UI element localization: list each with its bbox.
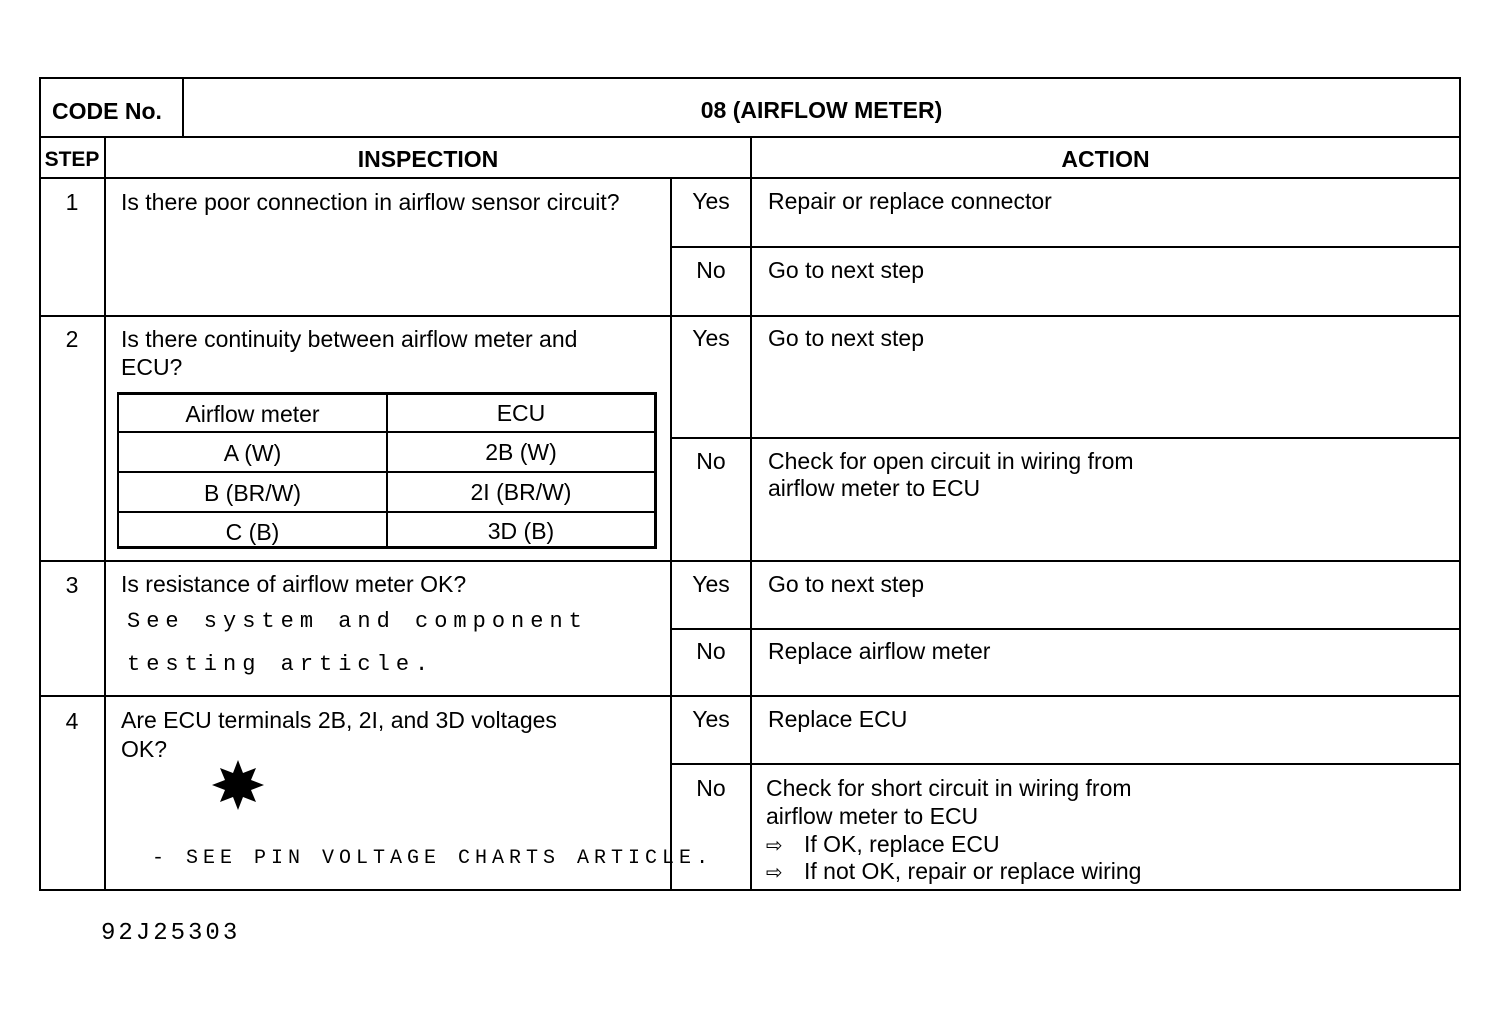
arrow-right-icon: ⇨ bbox=[766, 860, 783, 884]
yes-action: Go to next step bbox=[768, 325, 924, 351]
inspection-question: OK? bbox=[121, 736, 168, 762]
step3-bottom bbox=[40, 695, 1461, 697]
inspection-question: Is there poor connection in airflow sensor circuit? bbox=[121, 189, 620, 215]
continuity-cell: B (BR/W) bbox=[203, 480, 302, 506]
yes-label: Yes bbox=[692, 325, 730, 351]
no-action: If not OK, repair or replace wiring bbox=[804, 858, 1142, 884]
inspection-note: See system and component bbox=[127, 609, 588, 634]
yes-action: Go to next step bbox=[768, 571, 924, 597]
no-action: airflow meter to ECU bbox=[768, 475, 981, 501]
continuity-cell: A (W) bbox=[223, 440, 282, 466]
continuity-cell: C (B) bbox=[225, 519, 280, 545]
inspection-action-divider bbox=[750, 137, 752, 890]
inspection-column-header: INSPECTION bbox=[357, 146, 499, 172]
no-label: No bbox=[696, 448, 726, 474]
continuity-header-airflow: Airflow meter bbox=[185, 401, 320, 427]
continuity-cell: 3D (B) bbox=[487, 518, 555, 544]
step-column-header: STEP bbox=[44, 148, 100, 171]
step-number: 1 bbox=[65, 189, 79, 215]
inspection-note: - SEE PIN VOLTAGE CHARTS ARTICLE. bbox=[152, 847, 714, 870]
inspection-question: Are ECU terminals 2B, 2I, and 3D voltages bbox=[121, 707, 557, 733]
no-action: Go to next step bbox=[768, 257, 924, 283]
table-border-right bbox=[1459, 77, 1461, 891]
step-number: 4 bbox=[65, 708, 79, 734]
no-label: No bbox=[696, 775, 726, 801]
no-action-bullet bbox=[766, 857, 1141, 886]
inspection-question: Is there continuity between airflow meter and bbox=[121, 326, 578, 352]
continuity-header-ecu: ECU bbox=[496, 400, 546, 426]
no-label: No bbox=[696, 257, 726, 283]
step-number: 3 bbox=[65, 572, 79, 598]
action-column-header: ACTION bbox=[1061, 146, 1150, 172]
no-action: If OK, replace ECU bbox=[804, 831, 1000, 857]
inspection-note: testing article. bbox=[127, 652, 435, 677]
continuity-cell: 2I (BR/W) bbox=[470, 479, 572, 505]
yes-label: Yes bbox=[692, 188, 730, 214]
code-label: CODE No. bbox=[52, 98, 162, 124]
step-number: 2 bbox=[65, 326, 79, 352]
table-border-top bbox=[40, 77, 1461, 79]
no-action: Replace airflow meter bbox=[768, 638, 991, 664]
no-action: Check for short circuit in wiring from bbox=[766, 775, 1132, 801]
step2-yesno-sep bbox=[671, 437, 1461, 439]
no-action: airflow meter to ECU bbox=[766, 803, 979, 829]
code-value: 08 (AIRFLOW METER) bbox=[700, 97, 943, 123]
no-action-bullet bbox=[766, 830, 1000, 859]
yes-action: Replace ECU bbox=[768, 706, 908, 732]
yes-label: Yes bbox=[692, 706, 730, 732]
continuity-table-right bbox=[654, 392, 657, 549]
no-action: Check for open circuit in wiring from bbox=[768, 448, 1134, 474]
figure-id: 92J25303 bbox=[101, 920, 241, 947]
continuity-cell: 2B (W) bbox=[485, 439, 557, 465]
inspection-question: Is resistance of airflow meter OK? bbox=[121, 571, 467, 597]
step4-yesno-sep bbox=[671, 763, 1461, 765]
yes-label: Yes bbox=[692, 571, 730, 597]
yes-action: Repair or replace connector bbox=[768, 188, 1052, 214]
star-icon bbox=[210, 760, 266, 810]
step3-yesno-sep bbox=[671, 628, 1461, 630]
step1-bottom bbox=[40, 315, 1461, 317]
arrow-right-icon: ⇨ bbox=[766, 833, 783, 857]
step1-yesno-sep bbox=[671, 246, 1461, 248]
inspection-question: ECU? bbox=[121, 354, 183, 380]
no-label: No bbox=[696, 638, 726, 664]
step2-bottom bbox=[40, 560, 1461, 562]
step-col-divider bbox=[104, 137, 106, 890]
